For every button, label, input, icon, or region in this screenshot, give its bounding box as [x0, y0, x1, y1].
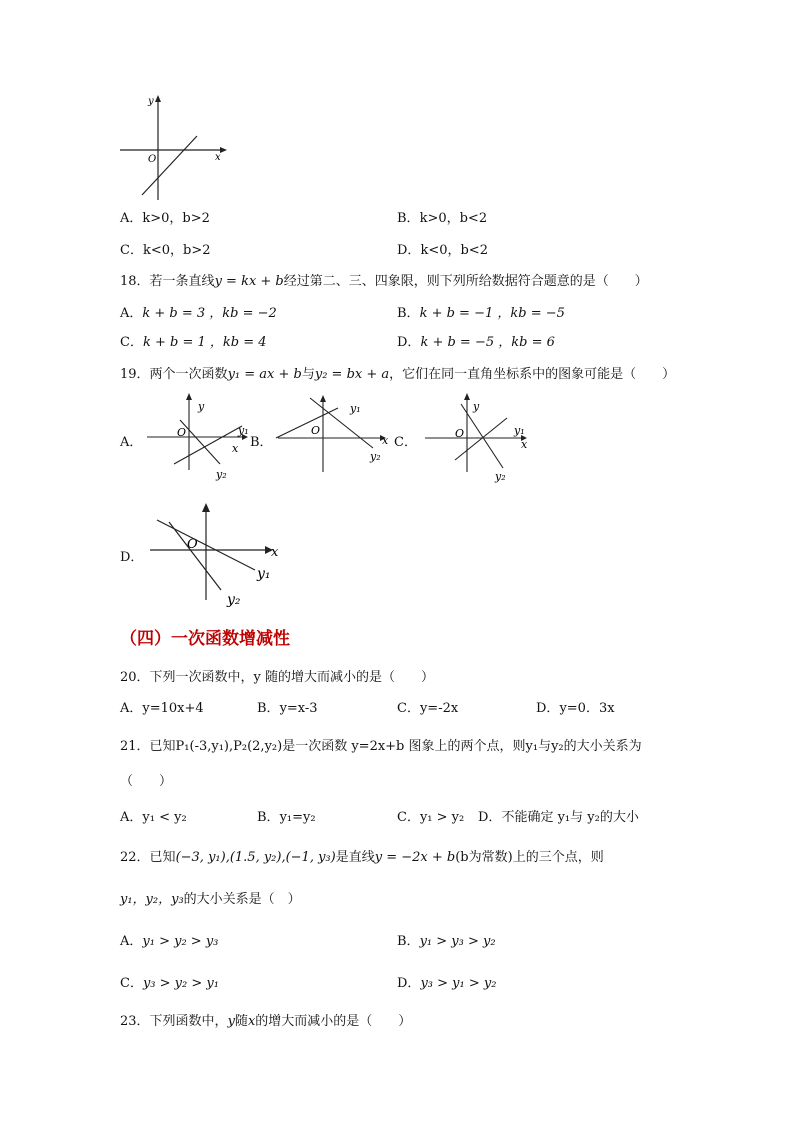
option-text: k>0，b<2 [419, 211, 488, 226]
q21-answer-paren: （ ） [120, 774, 173, 789]
option-text: y₁ > y₂ > y₃ [142, 934, 219, 949]
option-text: y=0．3x [559, 701, 615, 716]
graph-y2-label: y₂ [495, 470, 506, 483]
stem-text: 已知 [149, 850, 176, 865]
q17-graph-x-label: x [215, 152, 221, 163]
q20-option-d [536, 697, 615, 716]
q18-option-c [120, 331, 267, 350]
option-text: y₃ > y₂ > y₁ [142, 976, 219, 991]
graph-origin-label: O [311, 424, 321, 437]
q19-stem [120, 363, 675, 382]
stem-text: 已知P₁(-3,y₁),P₂(2,y₂)是一次函数 y=2x+b 图象上的两个点，则y₁与y₂的大小关系为 [149, 739, 642, 754]
q21-option-c [397, 806, 464, 825]
stem-line-formula: y = −2x + b [374, 850, 456, 865]
q20-option-c [397, 697, 458, 716]
graph-origin-label: O [187, 537, 198, 552]
option-letter: A． [120, 211, 143, 226]
option-letter: B． [397, 211, 420, 226]
q21-stem [120, 735, 642, 754]
question-number: 18． [120, 274, 150, 289]
stem-text: 下列函数中， [149, 1014, 228, 1029]
option-letter: D． [397, 243, 421, 258]
option-letter: C． [120, 335, 143, 350]
q17-graph-origin-label: O [148, 154, 157, 165]
q19-graph-a [142, 392, 257, 487]
q20-stem [120, 666, 434, 685]
option-letter: D． [397, 335, 421, 350]
question-number: 19． [120, 367, 150, 382]
graph-y2-label: y₂ [227, 592, 241, 608]
option-text: y₁ > y₂ [419, 810, 465, 825]
q17-graph-y-label: y [148, 96, 154, 107]
graph-y2-label: y₂ [370, 450, 381, 463]
q19-option-b-letter: B． [250, 435, 273, 450]
formula-y2: y₂ = bx + a [314, 367, 390, 382]
q19-graph-d [145, 500, 285, 610]
q22-option-c [120, 972, 219, 991]
q23-stem [120, 1010, 411, 1029]
q17-option-c [120, 239, 210, 258]
q22-option-a [120, 930, 218, 949]
stem-text: 经过第二、三、四象限，则下列所给数据符合题意的是（ ） [283, 274, 648, 289]
option-text: k>0，b>2 [142, 211, 210, 226]
graph-y1-label: y₁ [514, 424, 525, 437]
stem-text: 两个一次函数 [149, 367, 228, 382]
formula-y1: y₁ = ax + b [227, 367, 302, 382]
stem-note: (b为常数) [455, 850, 513, 865]
graph-y1-label: y₁ [257, 566, 271, 582]
option-text: k<0，b<2 [420, 243, 488, 258]
stem-formula: y = kx + b [214, 274, 284, 289]
stem-text: ，它们在同一直角坐标系中的图象可能是（ ） [389, 367, 676, 382]
graph-x-label: x [271, 545, 279, 560]
q21-option-b [257, 806, 316, 825]
q18-option-a [120, 302, 277, 321]
stem-text: 随 [234, 1014, 248, 1029]
q22-option-b [397, 930, 496, 949]
q21-option-d [478, 806, 639, 825]
option-text: k + b = −1 ，kb = −5 [419, 306, 565, 321]
q22-stem-line2 [120, 888, 301, 907]
question-number: 21． [120, 739, 150, 754]
q18-option-d [397, 331, 555, 350]
q19-option-d-letter: D． [120, 550, 144, 565]
q22-stem [120, 846, 604, 865]
stem-text: 若一条直线 [149, 274, 215, 289]
q17-option-d [397, 239, 488, 258]
option-text: 不能确定 y₁与 y₂的大小 [501, 810, 639, 825]
stem-text: 上的三个点，则 [512, 850, 604, 865]
option-text: y=-2x [419, 701, 459, 716]
option-letter: A． [120, 306, 143, 321]
option-text: y₁ > y₃ > y₂ [419, 934, 496, 949]
question-number: 22． [120, 850, 150, 865]
option-text: k<0，b>2 [142, 243, 211, 258]
option-letter: B． [397, 306, 420, 321]
q17-option-b [397, 207, 487, 226]
graph-y1-label: y₁ [350, 402, 361, 415]
graph-y1-label: y₁ [238, 424, 249, 437]
q19-graph-c [415, 392, 530, 487]
option-text: y=10x+4 [142, 701, 204, 716]
graph-origin-label: O [177, 426, 187, 439]
graph-x-label: x [382, 434, 389, 447]
q19-graph-b [268, 394, 388, 474]
graph-y2-label: y₂ [216, 468, 227, 481]
option-letter: B． [257, 810, 280, 825]
graph-origin-label: O [455, 427, 465, 440]
option-letter: A． [120, 701, 143, 716]
q21-option-a [120, 806, 187, 825]
q19-option-c-letter: C． [394, 435, 417, 450]
option-text: y₃ > y₁ > y₂ [420, 976, 497, 991]
option-letter: C． [120, 243, 143, 258]
option-letter: A． [120, 934, 143, 949]
question-number: 23． [120, 1014, 150, 1029]
stem-text: 与 [301, 367, 315, 382]
option-text: y₁ < y₂ [142, 810, 187, 825]
stem-text: 的增大而减小的是（ ） [255, 1014, 412, 1029]
option-text: k + b = 3 ，kb = −2 [142, 306, 277, 321]
option-text: k + b = 1 ，kb = 4 [142, 335, 267, 350]
stem-text: 的大小关系是（ ） [183, 892, 301, 907]
var-y: y [227, 1014, 235, 1029]
question-number: 20． [120, 670, 150, 685]
option-text: y=x-3 [279, 701, 318, 716]
q22-option-d [397, 972, 496, 991]
q18-option-b [397, 302, 565, 321]
option-letter: B． [257, 701, 280, 716]
q18-stem [120, 270, 648, 289]
option-letter: C． [397, 810, 420, 825]
option-text: k + b = −5 ，kb = 6 [420, 335, 555, 350]
option-text: y₁=y₂ [279, 810, 316, 825]
q17-graph [115, 92, 235, 202]
section-title: （四）一次函数增减性 [120, 629, 290, 649]
stem-text: 下列一次函数中，y 随的增大而减小的是（ ） [149, 670, 435, 685]
stem-text: 是直线 [335, 850, 375, 865]
graph-y-label: y [473, 400, 480, 413]
q17-option-a [120, 207, 210, 226]
q20-option-b [257, 697, 318, 716]
option-letter: B． [397, 934, 420, 949]
option-letter: C． [120, 976, 143, 991]
stem-points: (−3, y₁),(1.5, y₂),(−1, y₃) [175, 850, 336, 865]
graph-y-label: y [198, 400, 205, 413]
option-letter: C． [397, 701, 420, 716]
q20-option-a [120, 697, 204, 716]
option-letter: D． [478, 810, 502, 825]
stem-vars: y₁，y₂，y₃ [120, 892, 184, 907]
option-letter: A． [120, 810, 143, 825]
var-x: x [247, 1014, 256, 1029]
graph-x-label: x [521, 438, 528, 451]
option-letter: D． [397, 976, 421, 991]
option-letter: D． [536, 701, 560, 716]
q19-option-a-letter: A． [120, 435, 143, 450]
graph-x-label: x [232, 442, 239, 455]
